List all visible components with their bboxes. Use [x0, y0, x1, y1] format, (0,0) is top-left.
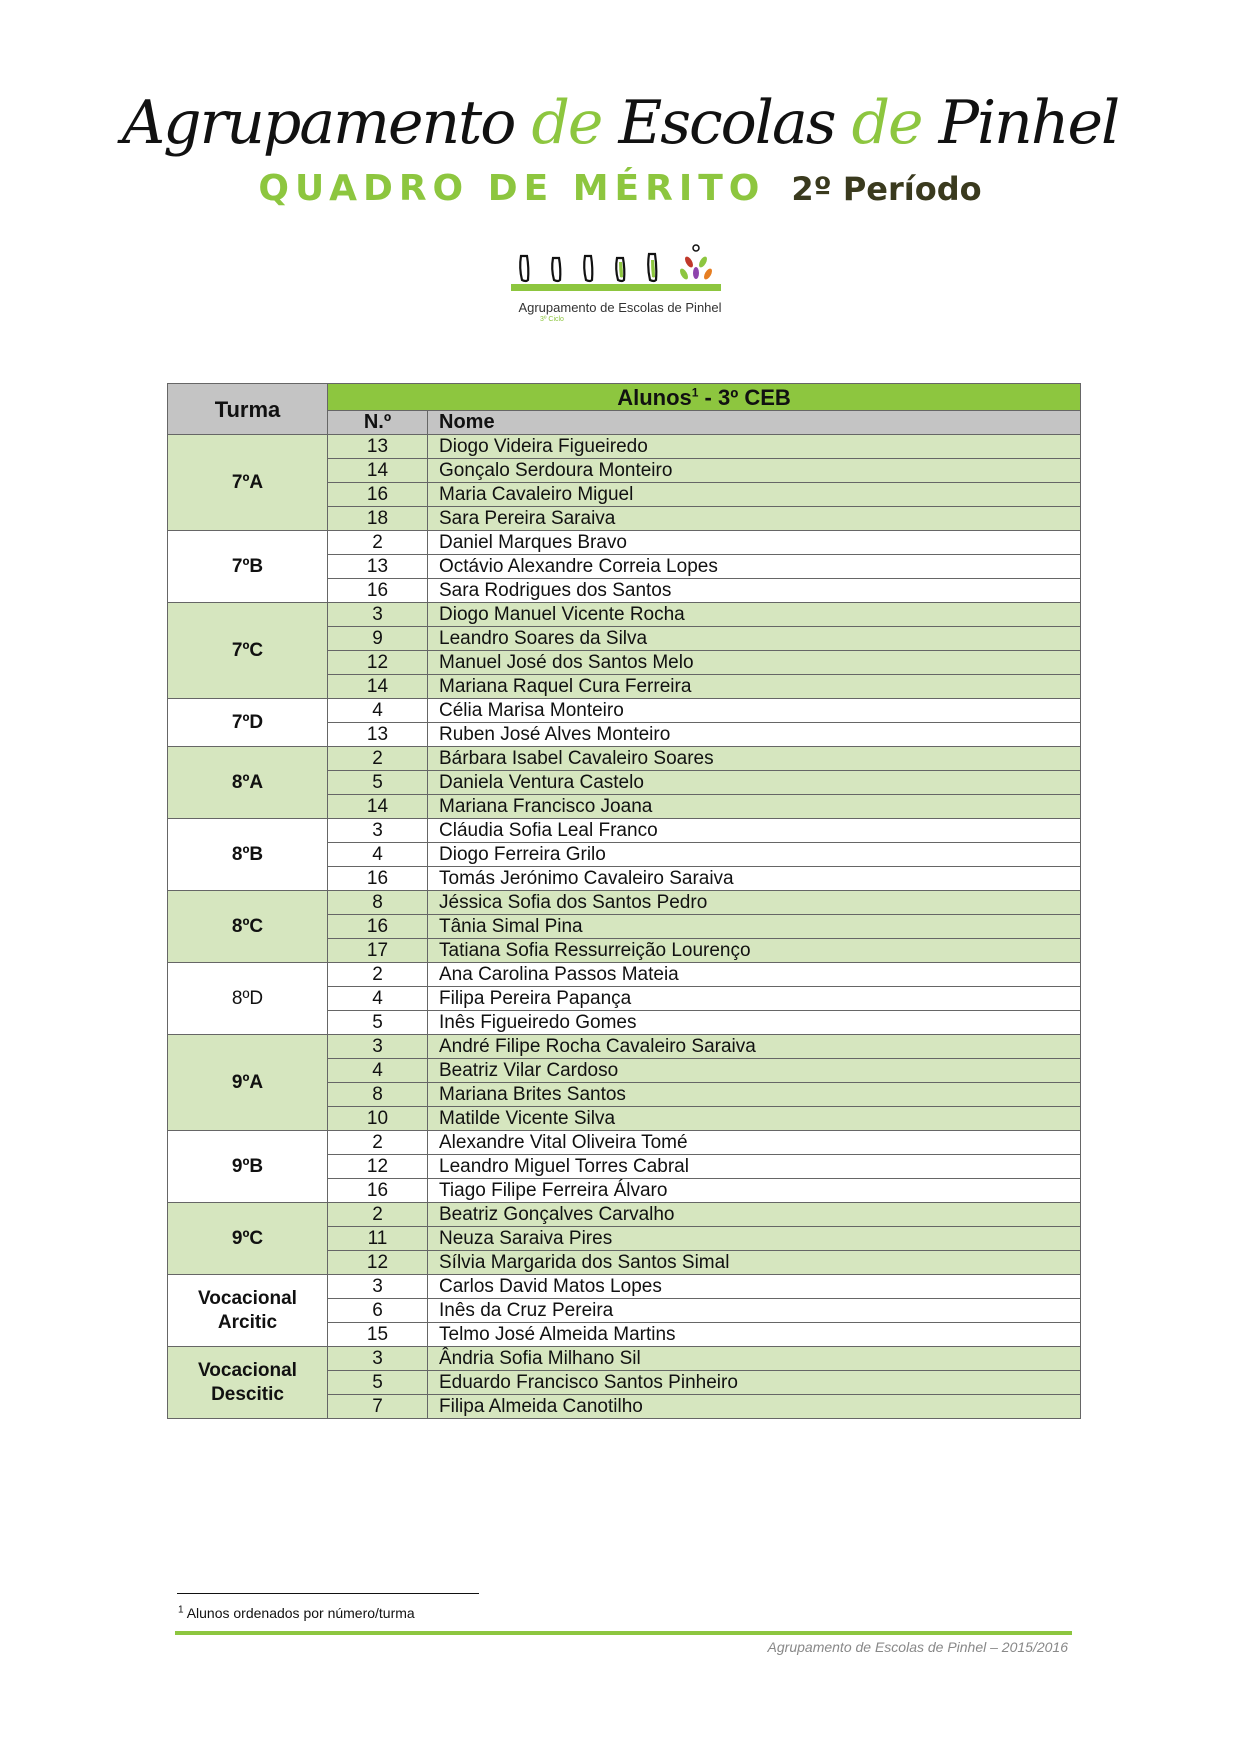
student-number: 8 [328, 1083, 428, 1107]
page-title [0, 88, 1240, 158]
alunos-header: Alunos$^1$ - 3º CEB [328, 384, 1081, 411]
student-name: Célia Marisa Monteiro [428, 699, 1081, 723]
turma-cell: Vocacional Descitic [168, 1347, 328, 1419]
student-name: Daniel Marques Bravo [428, 531, 1081, 555]
footer-text: Agrupamento de Escolas de Pinhel – 2015/2016 [767, 1639, 1068, 1655]
table-row [168, 963, 1081, 987]
student-number: 15 [328, 1323, 428, 1347]
student-name: André Filipe Rocha Cavaleiro Saraiva [428, 1035, 1081, 1059]
table-row [168, 1275, 1081, 1299]
student-name: Diogo Videira Figueiredo [428, 435, 1081, 459]
student-name: Gonçalo Serdoura Monteiro [428, 459, 1081, 483]
student-name: Mariana Raquel Cura Ferreira [428, 675, 1081, 699]
student-number: 12 [328, 1155, 428, 1179]
student-name: Mariana Brites Santos [428, 1083, 1081, 1107]
turma-cell: 8ºB [168, 819, 328, 891]
student-name: Leandro Soares da Silva [428, 627, 1081, 651]
student-number: 11 [328, 1227, 428, 1251]
student-number: 5 [328, 1011, 428, 1035]
student-name: Ruben José Alves Monteiro [428, 723, 1081, 747]
student-number: 16 [328, 579, 428, 603]
student-number: 2 [328, 747, 428, 771]
student-name: Beatriz Gonçalves Carvalho [428, 1203, 1081, 1227]
student-number: 18 [328, 507, 428, 531]
turma-cell: 8ºC [168, 891, 328, 963]
table-row [168, 435, 1081, 459]
student-number: 4 [328, 1059, 428, 1083]
student-name: Alexandre Vital Oliveira Tomé [428, 1131, 1081, 1155]
turma-cell: 7ºA [168, 435, 328, 531]
footnote-divider [177, 1593, 479, 1594]
student-number: 5 [328, 771, 428, 795]
table-row [168, 699, 1081, 723]
student-name: Jéssica Sofia dos Santos Pedro [428, 891, 1081, 915]
student-number: 9 [328, 627, 428, 651]
turma-cell: 7ºB [168, 531, 328, 603]
title-connector: de [851, 88, 922, 158]
student-name: Tomás Jerónimo Cavaleiro Saraiva [428, 867, 1081, 891]
student-number: 4 [328, 987, 428, 1011]
student-number: 12 [328, 651, 428, 675]
table-row [168, 747, 1081, 771]
title-connector: de [531, 88, 602, 158]
turma-header: Turma [168, 384, 328, 435]
turma-cell: 7ºC [168, 603, 328, 699]
student-number: 13 [328, 723, 428, 747]
logo-subtext: 3º Ciclo [540, 316, 564, 323]
footnote: $^1$ Alunos ordenados por número/turma [178, 1604, 415, 1621]
student-number: 4 [328, 843, 428, 867]
student-number: 13 [328, 435, 428, 459]
student-name: Neuza Saraiva Pires [428, 1227, 1081, 1251]
title-part: Pinhel [938, 88, 1119, 158]
turma-cell: Vocacional Arcitic [168, 1275, 328, 1347]
footer-divider [175, 1631, 1072, 1635]
student-number: 4 [328, 699, 428, 723]
student-name: Daniela Ventura Castelo [428, 771, 1081, 795]
student-number: 5 [328, 1371, 428, 1395]
student-number: 3 [328, 819, 428, 843]
student-name: Sara Pereira Saraiva [428, 507, 1081, 531]
student-number: 6 [328, 1299, 428, 1323]
student-name: Mariana Francisco Joana [428, 795, 1081, 819]
student-number: 10 [328, 1107, 428, 1131]
student-number: 8 [328, 891, 428, 915]
student-number: 3 [328, 1275, 428, 1299]
merit-table [167, 383, 1081, 1419]
student-name: Filipa Almeida Canotilho [428, 1395, 1081, 1419]
title-part: Agrupamento [121, 88, 515, 158]
turma-cell: 7ºD [168, 699, 328, 747]
student-name: Telmo José Almeida Martins [428, 1323, 1081, 1347]
footnote-ref: 1 [691, 385, 699, 400]
quadro-label: QUADRO DE MÉRITO [258, 168, 766, 209]
student-name: Tiago Filipe Ferreira Álvaro [428, 1179, 1081, 1203]
student-name: Carlos David Matos Lopes [428, 1275, 1081, 1299]
student-name: Ândria Sofia Milhano Sil [428, 1347, 1081, 1371]
student-name: Tânia Simal Pina [428, 915, 1081, 939]
column-header-number: N.º [328, 411, 428, 435]
student-number: 2 [328, 1203, 428, 1227]
subtitle [0, 168, 1240, 209]
student-number: 2 [328, 531, 428, 555]
turma-cell: 9ºA [168, 1035, 328, 1131]
student-number: 12 [328, 1251, 428, 1275]
table-row [168, 1347, 1081, 1371]
student-name: Diogo Ferreira Grilo [428, 843, 1081, 867]
student-name: Filipa Pereira Papança [428, 987, 1081, 1011]
student-name: Octávio Alexandre Correia Lopes [428, 555, 1081, 579]
table-row [168, 1131, 1081, 1155]
column-header-name: Nome [428, 411, 1081, 435]
table-row [168, 819, 1081, 843]
table-body [168, 435, 1081, 1419]
period-label: 2º Período [791, 170, 982, 208]
student-number: 3 [328, 1347, 428, 1371]
student-name: Sara Rodrigues dos Santos [428, 579, 1081, 603]
student-name: Cláudia Sofia Leal Franco [428, 819, 1081, 843]
student-name: Tatiana Sofia Ressurreição Lourenço [428, 939, 1081, 963]
table-row [168, 1035, 1081, 1059]
student-name: Inês da Cruz Pereira [428, 1299, 1081, 1323]
student-number: 3 [328, 1035, 428, 1059]
student-number: 2 [328, 1131, 428, 1155]
student-name: Inês Figueiredo Gomes [428, 1011, 1081, 1035]
table-row [168, 603, 1081, 627]
student-number: 13 [328, 555, 428, 579]
turma-cell: 8ºD [168, 963, 328, 1035]
student-name: Ana Carolina Passos Mateia [428, 963, 1081, 987]
student-name: Matilde Vicente Silva [428, 1107, 1081, 1131]
student-number: 14 [328, 795, 428, 819]
student-name: Sílvia Margarida dos Santos Simal [428, 1251, 1081, 1275]
student-number: 16 [328, 867, 428, 891]
student-name: Diogo Manuel Vicente Rocha [428, 603, 1081, 627]
student-name: Beatriz Vilar Cardoso [428, 1059, 1081, 1083]
student-number: 14 [328, 675, 428, 699]
student-number: 2 [328, 963, 428, 987]
student-name: Bárbara Isabel Cavaleiro Soares [428, 747, 1081, 771]
turma-cell: 9ºB [168, 1131, 328, 1203]
student-number: 16 [328, 1179, 428, 1203]
student-number: 3 [328, 603, 428, 627]
student-number: 17 [328, 939, 428, 963]
student-name: Manuel José dos Santos Melo [428, 651, 1081, 675]
student-number: 16 [328, 483, 428, 507]
logo-text: Agrupamento de Escolas de Pinhel [518, 300, 722, 315]
table-row [168, 1203, 1081, 1227]
student-name: Leandro Miguel Torres Cabral [428, 1155, 1081, 1179]
student-number: 14 [328, 459, 428, 483]
turma-cell: 8ºA [168, 747, 328, 819]
title-part: Escolas [618, 88, 835, 158]
student-name: Maria Cavaleiro Miguel [428, 483, 1081, 507]
table-row [168, 891, 1081, 915]
student-name: Eduardo Francisco Santos Pinheiro [428, 1371, 1081, 1395]
turma-cell: 9ºC [168, 1203, 328, 1275]
student-number: 16 [328, 915, 428, 939]
student-number: 7 [328, 1395, 428, 1419]
table-row [168, 531, 1081, 555]
